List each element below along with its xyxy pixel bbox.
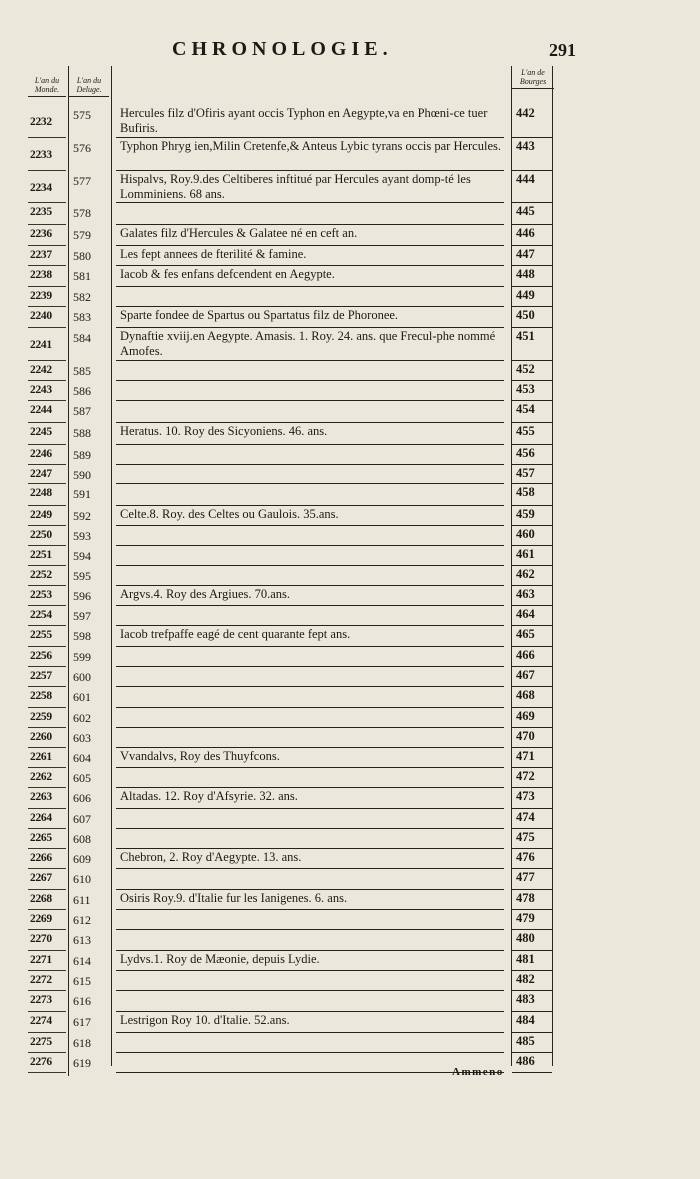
monde-rule	[28, 360, 66, 361]
bourges-rule	[512, 1032, 552, 1033]
bourges-rule	[512, 828, 552, 829]
bourges-rule	[512, 360, 552, 361]
bourges-rule	[512, 646, 552, 647]
bourges-rule	[512, 444, 552, 445]
year-of-world: 2233	[30, 149, 52, 161]
event-rule	[116, 625, 504, 626]
bourges-rule	[512, 787, 552, 788]
column-header-bourges: L'an de Bourges	[512, 68, 554, 89]
page-title: CHRONOLOGIE.	[172, 38, 393, 60]
year-of-deluge: 602	[73, 711, 91, 725]
column-rule	[68, 66, 69, 1076]
year-of-world: 2266	[30, 852, 52, 864]
event-rule	[116, 505, 504, 506]
year-of-deluge: 587	[73, 404, 91, 418]
monde-rule	[28, 929, 66, 930]
year-of-deluge: 611	[73, 893, 91, 907]
year-of-world: 2267	[30, 872, 52, 884]
year-of-deluge: 609	[73, 852, 91, 866]
event-rule	[116, 848, 504, 849]
event-rule	[116, 747, 504, 748]
event-rule	[116, 327, 504, 328]
monde-rule	[28, 525, 66, 526]
year-of-bourges: 477	[516, 870, 535, 884]
year-of-deluge: 589	[73, 448, 91, 462]
event-rule	[116, 286, 504, 287]
monde-rule	[28, 306, 66, 307]
event-text: Sparte fondee de Spartus ou Spartatus filz de Phoronee.	[120, 308, 399, 322]
year-of-world: 2257	[30, 670, 52, 682]
bourges-rule	[512, 950, 552, 951]
event-rule	[116, 767, 504, 768]
year-of-bourges: 458	[516, 485, 535, 499]
event-text: Heratus. 10. Roy des Sicyoniens. 46. ans.	[120, 424, 328, 438]
year-of-deluge: 603	[73, 731, 91, 745]
bourges-rule	[512, 1052, 552, 1053]
bourges-rule	[512, 990, 552, 991]
year-of-deluge: 588	[73, 426, 91, 440]
year-of-bourges: 485	[516, 1034, 535, 1048]
event-text: Iacob trefpaffe eagé de cent quarante fept ans.	[120, 627, 351, 641]
column-header-deluge: L'an du Deluge.	[69, 76, 109, 97]
year-of-bourges: 480	[516, 931, 535, 945]
year-of-world: 2245	[30, 426, 52, 438]
bourges-rule	[512, 605, 552, 606]
monde-rule	[28, 137, 66, 138]
year-of-world: 2256	[30, 650, 52, 662]
year-of-bourges: 470	[516, 729, 535, 743]
year-of-bourges: 468	[516, 688, 535, 702]
bourges-rule	[512, 565, 552, 566]
bourges-rule	[512, 929, 552, 930]
bourges-rule	[512, 889, 552, 890]
event-text: Osiris Roy.9. d'Italie fur les Ianigenes. 6. ans.	[120, 891, 348, 905]
bourges-rule	[512, 747, 552, 748]
event-text: Chebron, 2. Roy d'Aegypte. 13. ans.	[120, 850, 302, 864]
year-of-bourges: 455	[516, 424, 535, 438]
year-of-deluge: 579	[73, 228, 91, 242]
year-of-deluge: 614	[73, 954, 91, 968]
year-of-deluge: 599	[73, 650, 91, 664]
year-of-world: 2255	[30, 629, 52, 641]
event-rule	[116, 828, 504, 829]
bourges-rule	[512, 137, 552, 138]
event-text: Hispalvs, Roy.9.des Celtiberes inftitué par Hercules ayant domp-té les Lomminiens. 68 ans.	[120, 172, 471, 201]
year-of-world: 2238	[30, 269, 52, 281]
event-rule	[116, 545, 504, 546]
year-of-world: 2273	[30, 994, 52, 1006]
event-rule	[116, 1072, 504, 1073]
event-rule	[116, 137, 504, 138]
event-rule	[116, 245, 504, 246]
year-of-bourges: 466	[516, 648, 535, 662]
event-text: Iacob & fes enfans defcendent en Aegypte.	[120, 267, 335, 281]
year-of-bourges: 481	[516, 952, 535, 966]
year-of-world: 2269	[30, 913, 52, 925]
monde-rule	[28, 245, 66, 246]
event-rule	[116, 483, 504, 484]
event-rule	[116, 666, 504, 667]
year-of-bourges: 478	[516, 891, 535, 905]
bourges-rule	[512, 525, 552, 526]
bourges-rule	[512, 327, 552, 328]
year-of-bourges: 476	[516, 850, 535, 864]
bourges-rule	[512, 265, 552, 266]
event-rule	[116, 400, 504, 401]
year-of-bourges: 469	[516, 709, 535, 723]
year-of-bourges: 449	[516, 288, 535, 302]
bourges-rule	[512, 422, 552, 423]
year-of-bourges: 486	[516, 1054, 535, 1068]
monde-rule	[28, 625, 66, 626]
year-of-bourges: 482	[516, 972, 535, 986]
bourges-rule	[512, 767, 552, 768]
event-rule	[116, 808, 504, 809]
year-of-world: 2247	[30, 468, 52, 480]
event-rule	[116, 950, 504, 951]
year-of-bourges: 444	[516, 172, 535, 186]
year-of-deluge: 598	[73, 629, 91, 643]
monde-rule	[28, 868, 66, 869]
event-rule	[116, 909, 504, 910]
event-rule	[116, 422, 504, 423]
bourges-rule	[512, 170, 552, 171]
monde-rule	[28, 1011, 66, 1012]
event-rule	[116, 444, 504, 445]
year-of-deluge: 577	[73, 174, 91, 188]
year-of-world: 2271	[30, 954, 52, 966]
event-rule	[116, 525, 504, 526]
year-of-deluge: 592	[73, 509, 91, 523]
bourges-rule	[512, 483, 552, 484]
year-of-world: 2234	[30, 182, 52, 194]
year-of-bourges: 465	[516, 627, 535, 641]
monde-rule	[28, 286, 66, 287]
bourges-rule	[512, 848, 552, 849]
year-of-bourges: 467	[516, 668, 535, 682]
year-of-world: 2239	[30, 290, 52, 302]
bourges-rule	[512, 1072, 552, 1073]
bourges-rule	[512, 666, 552, 667]
event-text: Galates filz d'Hercules & Galatee né en ceft an.	[120, 226, 358, 240]
year-of-bourges: 472	[516, 769, 535, 783]
monde-rule	[28, 808, 66, 809]
event-rule	[116, 1011, 504, 1012]
event-rule	[116, 1052, 504, 1053]
year-of-world: 2236	[30, 228, 52, 240]
year-of-bourges: 453	[516, 382, 535, 396]
year-of-world: 2261	[30, 751, 52, 763]
year-of-bourges: 464	[516, 607, 535, 621]
event-rule	[116, 929, 504, 930]
year-of-deluge: 597	[73, 609, 91, 623]
catchword: Ammeno	[452, 1066, 504, 1078]
monde-rule	[28, 1032, 66, 1033]
bourges-rule	[512, 224, 552, 225]
event-rule	[116, 889, 504, 890]
event-rule	[116, 170, 504, 171]
year-of-bourges: 456	[516, 446, 535, 460]
year-of-world: 2241	[30, 339, 52, 351]
monde-rule	[28, 970, 66, 971]
year-of-deluge: 576	[73, 141, 91, 155]
year-of-world: 2276	[30, 1056, 52, 1068]
year-of-bourges: 483	[516, 992, 535, 1006]
year-of-bourges: 474	[516, 810, 535, 824]
event-text: Hercules filz d'Ofiris ayant occis Typhon en Aegypte,va en Phœni-ce tuer Bufiris.	[120, 106, 488, 135]
year-of-bourges: 461	[516, 547, 535, 561]
column-rule	[111, 66, 112, 1066]
monde-rule	[28, 224, 66, 225]
monde-rule	[28, 202, 66, 203]
year-of-world: 2272	[30, 974, 52, 986]
year-of-deluge: 605	[73, 771, 91, 785]
event-rule	[116, 605, 504, 606]
year-of-world: 2237	[30, 249, 52, 261]
year-of-world: 2268	[30, 893, 52, 905]
event-text: Vvandalvs, Roy des Thuyfcons.	[120, 749, 280, 763]
event-rule	[116, 224, 504, 225]
year-of-bourges: 445	[516, 204, 535, 218]
year-of-bourges: 479	[516, 911, 535, 925]
year-of-world: 2253	[30, 589, 52, 601]
year-of-world: 2264	[30, 812, 52, 824]
event-rule	[116, 202, 504, 203]
bourges-rule	[512, 545, 552, 546]
monde-rule	[28, 327, 66, 328]
monde-rule	[28, 707, 66, 708]
year-of-world: 2263	[30, 791, 52, 803]
year-of-bourges: 471	[516, 749, 535, 763]
year-of-bourges: 457	[516, 466, 535, 480]
chronology-table	[28, 66, 554, 1076]
year-of-world: 2232	[30, 116, 52, 128]
monde-rule	[28, 380, 66, 381]
monde-rule	[28, 909, 66, 910]
year-of-deluge: 578	[73, 206, 91, 220]
event-rule	[116, 380, 504, 381]
bourges-rule	[512, 625, 552, 626]
year-of-deluge: 606	[73, 791, 91, 805]
year-of-deluge: 615	[73, 974, 91, 988]
year-of-deluge: 593	[73, 529, 91, 543]
event-text: Dynaftie xviij.en Aegypte. Amasis. 1. Roy. 24. ans. que Frecul-phe nommé Amofes.	[120, 329, 496, 358]
year-of-deluge: 595	[73, 569, 91, 583]
year-of-deluge: 613	[73, 933, 91, 947]
year-of-deluge: 619	[73, 1056, 91, 1070]
monde-rule	[28, 605, 66, 606]
bourges-rule	[512, 286, 552, 287]
year-of-bourges: 484	[516, 1013, 535, 1027]
year-of-deluge: 582	[73, 290, 91, 304]
year-of-deluge: 610	[73, 872, 91, 886]
event-text: Typhon Phryg ien,Milin Cretenfe,& Anteus Lybic tyrans occis par Hercules.	[120, 139, 501, 153]
bourges-rule	[512, 808, 552, 809]
year-of-deluge: 612	[73, 913, 91, 927]
year-of-deluge: 581	[73, 269, 91, 283]
year-of-bourges: 451	[516, 329, 535, 343]
year-of-bourges: 473	[516, 789, 535, 803]
year-of-bourges: 454	[516, 402, 535, 416]
year-of-deluge: 604	[73, 751, 91, 765]
event-rule	[116, 585, 504, 586]
year-of-bourges: 450	[516, 308, 535, 322]
event-rule	[116, 565, 504, 566]
year-of-world: 2251	[30, 549, 52, 561]
year-of-deluge: 608	[73, 832, 91, 846]
year-of-bourges: 460	[516, 527, 535, 541]
year-of-world: 2250	[30, 529, 52, 541]
year-of-deluge: 584	[73, 331, 91, 345]
year-of-bourges: 446	[516, 226, 535, 240]
year-of-bourges: 443	[516, 139, 535, 153]
monde-rule	[28, 464, 66, 465]
event-rule	[116, 970, 504, 971]
monde-rule	[28, 565, 66, 566]
year-of-bourges: 459	[516, 507, 535, 521]
bourges-rule	[512, 970, 552, 971]
monde-rule	[28, 1072, 66, 1073]
monde-rule	[28, 265, 66, 266]
year-of-world: 2240	[30, 310, 52, 322]
event-rule	[116, 306, 504, 307]
bourges-rule	[512, 909, 552, 910]
year-of-world: 2235	[30, 206, 52, 218]
year-of-deluge: 591	[73, 487, 91, 501]
bourges-rule	[512, 1011, 552, 1012]
event-text: Les fept annees de fterilité & famine.	[120, 247, 307, 261]
year-of-world: 2244	[30, 404, 52, 416]
monde-rule	[28, 422, 66, 423]
event-text: Argvs.4. Roy des Argiues. 70.ans.	[120, 587, 291, 601]
monde-rule	[28, 545, 66, 546]
event-rule	[116, 1032, 504, 1033]
bourges-rule	[512, 245, 552, 246]
monde-rule	[28, 787, 66, 788]
year-of-world: 2249	[30, 509, 52, 521]
year-of-world: 2243	[30, 384, 52, 396]
year-of-bourges: 448	[516, 267, 535, 281]
year-of-deluge: 616	[73, 994, 91, 1008]
year-of-deluge: 618	[73, 1036, 91, 1050]
year-of-world: 2262	[30, 771, 52, 783]
year-of-deluge: 585	[73, 364, 91, 378]
bourges-rule	[512, 727, 552, 728]
year-of-world: 2248	[30, 487, 52, 499]
year-of-world: 2242	[30, 364, 52, 376]
event-rule	[116, 464, 504, 465]
year-of-deluge: 586	[73, 384, 91, 398]
monde-rule	[28, 848, 66, 849]
year-of-world: 2265	[30, 832, 52, 844]
monde-rule	[28, 727, 66, 728]
event-text: Altadas. 12. Roy d'Afsyrie. 32. ans.	[120, 789, 298, 803]
monde-rule	[28, 950, 66, 951]
event-rule	[116, 787, 504, 788]
year-of-world: 2246	[30, 448, 52, 460]
monde-rule	[28, 483, 66, 484]
bourges-rule	[512, 380, 552, 381]
event-rule	[116, 646, 504, 647]
year-of-bourges: 447	[516, 247, 535, 261]
monde-rule	[28, 585, 66, 586]
event-rule	[116, 686, 504, 687]
event-text: Lydvs.1. Roy de Mæonie, depuis Lydie.	[120, 952, 320, 966]
monde-rule	[28, 686, 66, 687]
event-text: Celte.8. Roy. des Celtes ou Gaulois. 35.ans.	[120, 507, 339, 521]
year-of-deluge: 575	[73, 108, 91, 122]
monde-rule	[28, 828, 66, 829]
event-rule	[116, 265, 504, 266]
year-of-world: 2274	[30, 1015, 52, 1027]
monde-rule	[28, 889, 66, 890]
bourges-rule	[512, 585, 552, 586]
year-of-world: 2275	[30, 1036, 52, 1048]
year-of-bourges: 463	[516, 587, 535, 601]
year-of-bourges: 462	[516, 567, 535, 581]
bourges-rule	[512, 868, 552, 869]
bourges-rule	[512, 505, 552, 506]
year-of-deluge: 601	[73, 690, 91, 704]
year-of-bourges: 442	[516, 106, 535, 120]
event-rule	[116, 990, 504, 991]
monde-rule	[28, 646, 66, 647]
year-of-bourges: 452	[516, 362, 535, 376]
column-rule	[552, 66, 553, 1066]
event-text: Lestrigon Roy 10. d'Italie. 52.ans.	[120, 1013, 290, 1027]
year-of-world: 2252	[30, 569, 52, 581]
year-of-world: 2260	[30, 731, 52, 743]
year-of-deluge: 607	[73, 812, 91, 826]
bourges-rule	[512, 707, 552, 708]
monde-rule	[28, 400, 66, 401]
monde-rule	[28, 444, 66, 445]
bourges-rule	[512, 202, 552, 203]
monde-rule	[28, 170, 66, 171]
monde-rule	[28, 767, 66, 768]
year-of-deluge: 617	[73, 1015, 91, 1029]
monde-rule	[28, 747, 66, 748]
bourges-rule	[512, 464, 552, 465]
bourges-rule	[512, 306, 552, 307]
bourges-rule	[512, 686, 552, 687]
year-of-deluge: 600	[73, 670, 91, 684]
column-header-monde: L'an du Monde.	[28, 76, 66, 97]
year-of-deluge: 580	[73, 249, 91, 263]
year-of-world: 2259	[30, 711, 52, 723]
page-number: 291	[549, 40, 576, 60]
year-of-deluge: 596	[73, 589, 91, 603]
year-of-bourges: 475	[516, 830, 535, 844]
monde-rule	[28, 1052, 66, 1053]
event-rule	[116, 360, 504, 361]
column-rule	[511, 66, 512, 1066]
monde-rule	[28, 666, 66, 667]
event-rule	[116, 868, 504, 869]
year-of-world: 2254	[30, 609, 52, 621]
monde-rule	[28, 505, 66, 506]
monde-rule	[28, 990, 66, 991]
year-of-deluge: 583	[73, 310, 91, 324]
year-of-world: 2270	[30, 933, 52, 945]
event-rule	[116, 707, 504, 708]
year-of-world: 2258	[30, 690, 52, 702]
bourges-rule	[512, 400, 552, 401]
event-rule	[116, 727, 504, 728]
year-of-deluge: 594	[73, 549, 91, 563]
year-of-deluge: 590	[73, 468, 91, 482]
